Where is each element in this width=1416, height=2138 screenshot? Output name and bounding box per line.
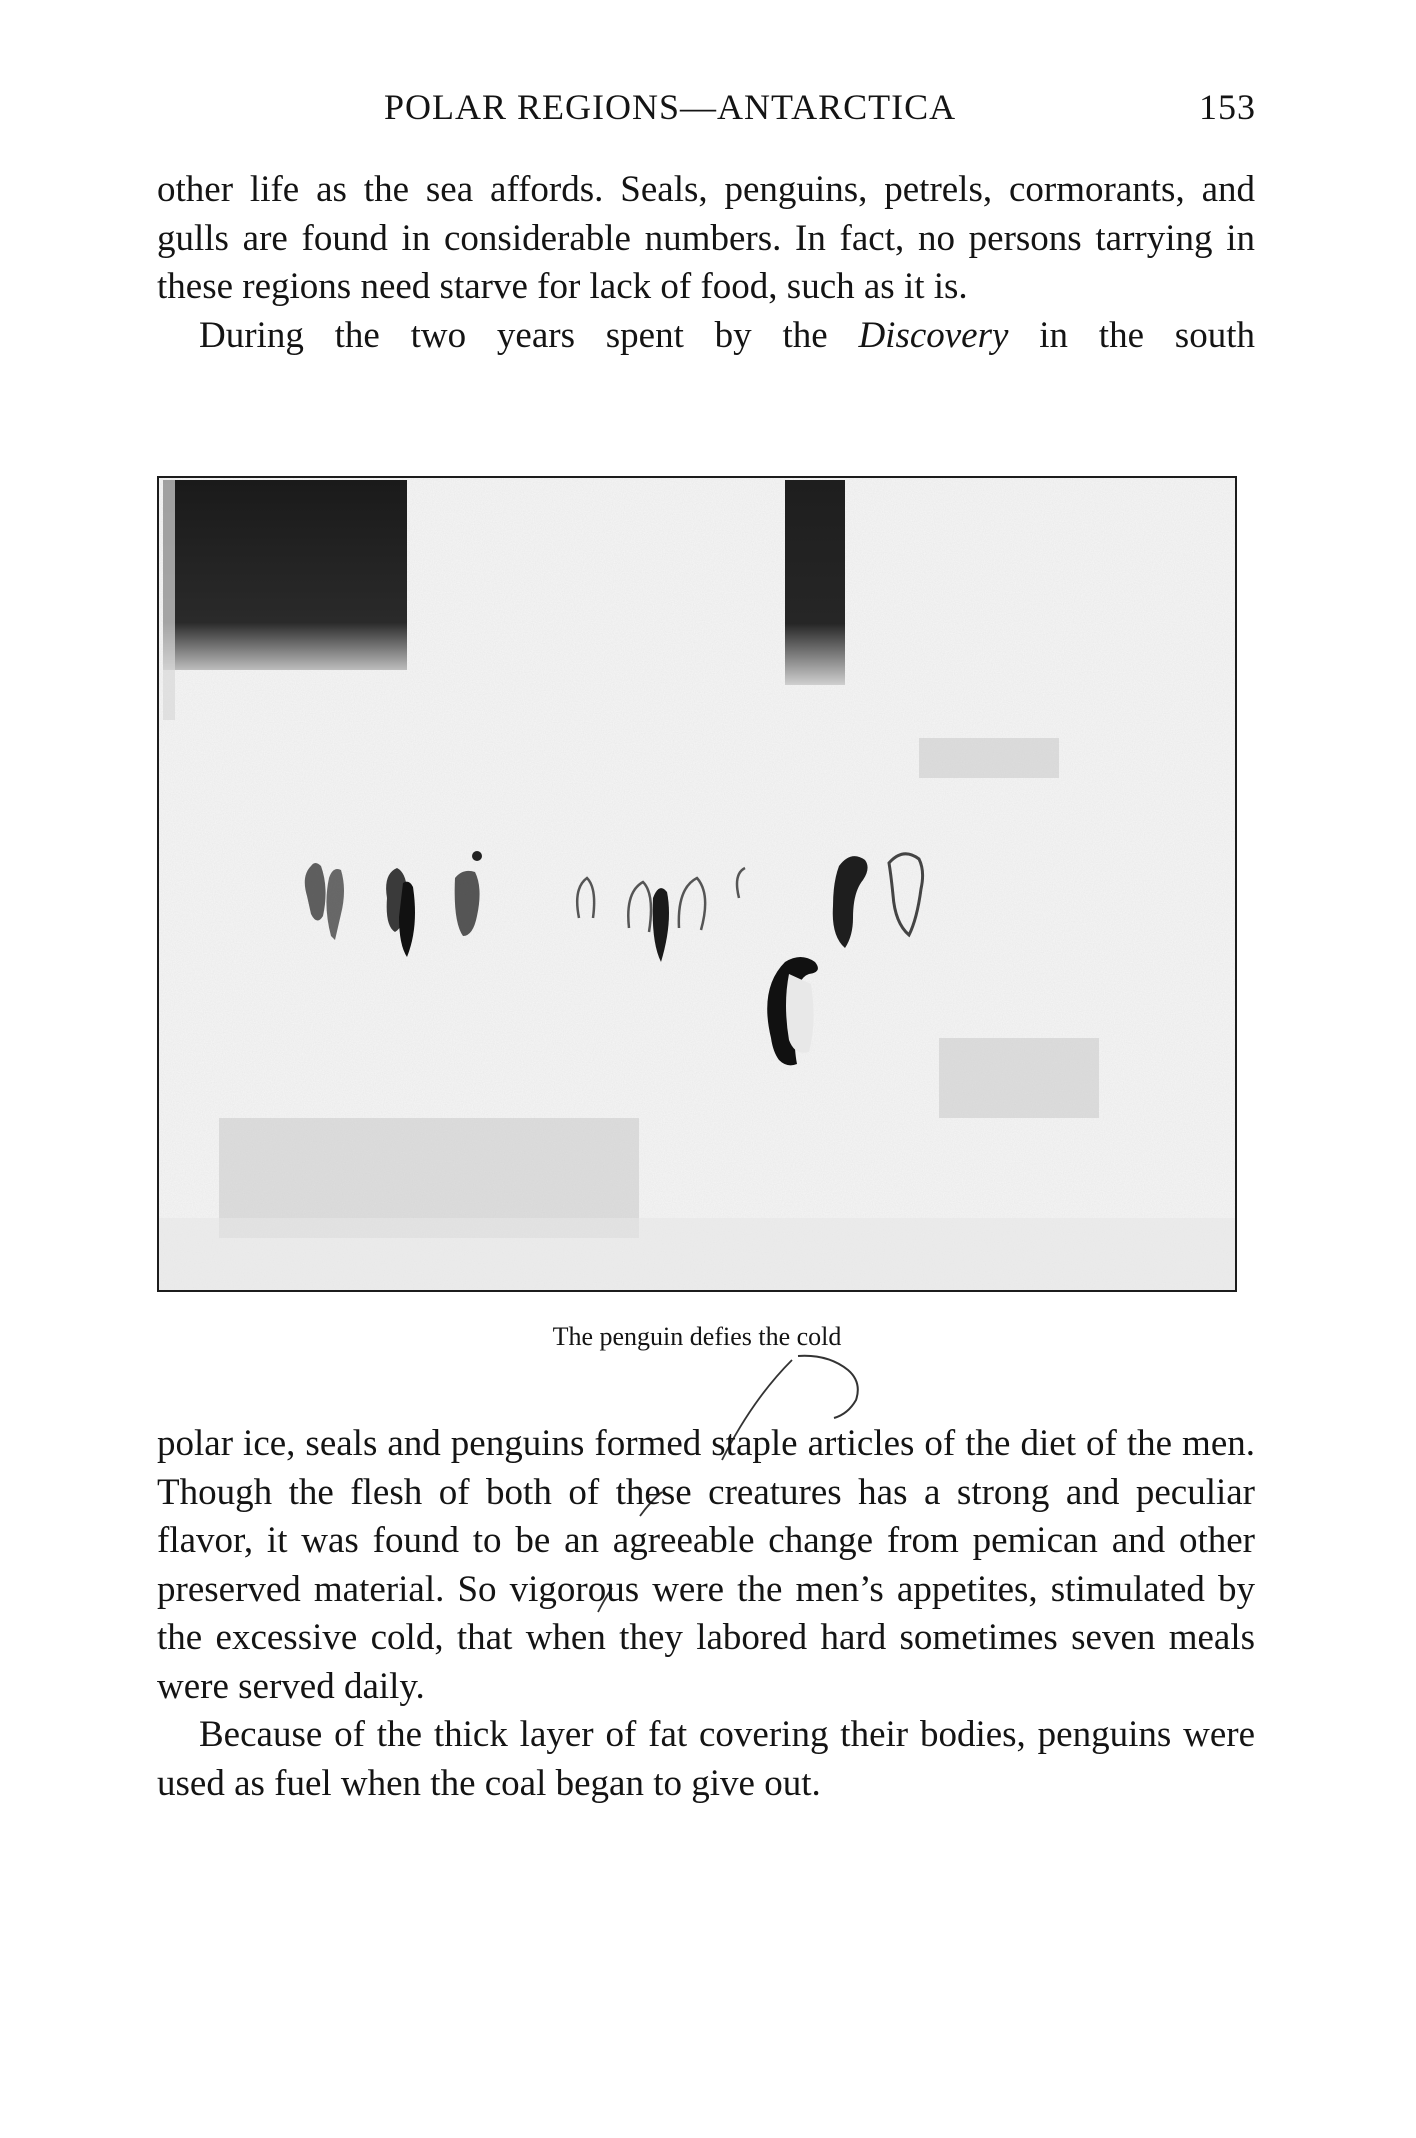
paragraph-fuel: Because of the thick layer of fat covering their bodies, penguins were used as fuel when the coal began to give out. [157,1714,1255,1804]
paragraph-text: During the two years spent by the [199,314,859,356]
penguin-photo-illustration [159,478,1235,1290]
running-head [156,86,1256,136]
figure-caption: The penguin defies the cold [552,1322,842,1351]
ship-name: Discovery [858,314,1009,356]
paragraph-discovery [157,312,1255,361]
text-block-bottom [157,1420,1255,1808]
paragraph-text: in the south [1008,314,1255,356]
text-block-top [157,166,1255,360]
paragraph-diet: polar ice, seals and penguins formed staple articles of the diet of the men. Though the flesh of both of these creatures has a strong and peculiar flavor, it was found to be an agreeable change from pemican and other preserved material. So vigorous were the men’s appetites, stimulated by the excessive cold, that when they labored hard sometimes seven meals were served daily. [157,1423,1255,1707]
dark-block-center [785,480,845,685]
paragraph-continued: other life as the sea affords. Seals, penguins, petrels, cormorants, and gulls are found in considerable numbers. In fact, no persons tarrying in these regions need starve for lack of food, such as it is. [157,169,1255,307]
dark-block-left [163,480,407,670]
penguin-photograph [157,476,1237,1292]
page-number: 153 [1199,87,1256,127]
running-title: POLAR REGIONS—ANTARCTICA [384,87,957,127]
